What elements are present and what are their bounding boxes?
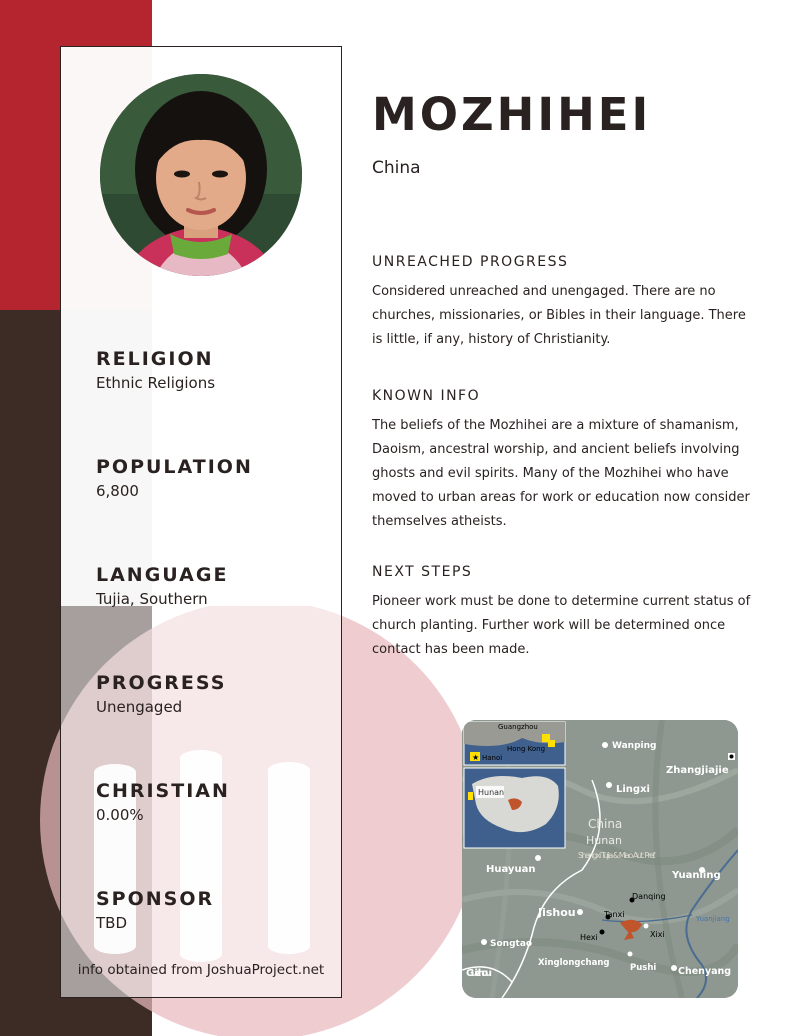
- portrait-illustration: [100, 74, 302, 276]
- map-label-lingxi: Lingxi: [616, 784, 650, 795]
- stat-language: [96, 564, 228, 608]
- map-label-danqing: Danqing: [632, 892, 666, 901]
- map-label-hunan: Hunan: [586, 834, 622, 847]
- map-label-xinglongchang: Xinglongchang: [538, 958, 610, 968]
- next-body: Pioneer work must be done to determine current status of church planting. Further work will be determined once contact has been made.: [372, 594, 751, 657]
- map-label-hongkong: Hong Kong: [507, 745, 546, 753]
- map-label-wanping: Wanping: [612, 741, 657, 751]
- stat-religion: [96, 348, 215, 392]
- map-label-guangzhou: Guangzhou: [498, 723, 538, 731]
- map-label-chenyang: Chenyang: [678, 966, 732, 977]
- language-value: Tujia, Southern: [96, 590, 208, 608]
- map-label-hunan-inset: Hunan: [478, 788, 505, 797]
- unreached-heading: UNREACHED PROGRESS: [372, 254, 569, 270]
- map-label-china: China: [588, 817, 623, 831]
- map-label-prefecture: Shangxi Tujia & Miao Aut. Pref.: [578, 851, 656, 860]
- progress-value: Unengaged: [96, 698, 183, 716]
- people-group-name: MOZHIHEI: [372, 88, 652, 141]
- map-label-tanxi: Tanxi: [604, 910, 625, 919]
- map-label-songtao: Songtao: [490, 939, 533, 949]
- map-label-hexi: Hexi: [580, 933, 598, 942]
- christian-value: 0.00%: [96, 806, 144, 824]
- map-label-yuanjiang: Yuanjiang: [696, 915, 730, 923]
- map-label-zhangjiajie: Zhangjiajie: [666, 765, 729, 776]
- stat-population: [96, 456, 253, 500]
- population-value: 6,800: [96, 482, 139, 500]
- map-label-hanoi: Hanoi: [482, 754, 503, 762]
- section-unreached-progress: [372, 254, 752, 352]
- religion-value: Ethnic Religions: [96, 374, 216, 392]
- country-name: China: [372, 158, 421, 178]
- source-note: info obtained from JoshuaProject.net: [77, 962, 325, 978]
- portrait-photo: [100, 74, 302, 276]
- map-label-yuanling: Yuanling: [672, 870, 721, 881]
- hanoi-star-icon: ★: [472, 753, 480, 762]
- known-heading: KNOWN INFO: [372, 388, 481, 404]
- section-next-steps: [372, 564, 752, 662]
- unreached-body: Considered unreached and unengaged. There are no churches, missionaries, or Bibles in their language. There is little, if any, history of Christianity.: [372, 284, 746, 347]
- decor-bar-3: [268, 762, 310, 954]
- sponsor-label: SPONSOR: [96, 888, 215, 910]
- map-label-xixi: Xixi: [650, 930, 665, 939]
- stat-progress: [96, 672, 226, 716]
- known-body: The beliefs of the Mozhihei are a mixture of shamanism, Daoism, ancestral worship, and ancient beliefs involving ghosts and evil spirits. Many of the Mozhihei who have moved to urban areas for work or education now consider themselves atheists.: [372, 418, 750, 529]
- next-heading: NEXT STEPS: [372, 564, 473, 580]
- map-label-guizhou: Gui-zhou: [466, 968, 492, 979]
- map-label-pushi: Pushi: [630, 963, 657, 973]
- section-known-info: [372, 388, 752, 534]
- language-label: LANGUAGE: [96, 564, 229, 586]
- map-graphic: [462, 720, 738, 998]
- map-label-huayuan: Huayuan: [486, 864, 536, 875]
- progress-label: PROGRESS: [96, 672, 227, 694]
- map-label-jishou: Jishou: [538, 906, 576, 919]
- population-label: POPULATION: [96, 456, 253, 478]
- region-map: [462, 720, 738, 998]
- stat-christian: [96, 780, 230, 824]
- christian-label: CHRISTIAN: [96, 780, 230, 802]
- sponsor-value: TBD: [96, 914, 128, 932]
- religion-label: RELIGION: [96, 348, 214, 370]
- stat-sponsor: [96, 888, 214, 932]
